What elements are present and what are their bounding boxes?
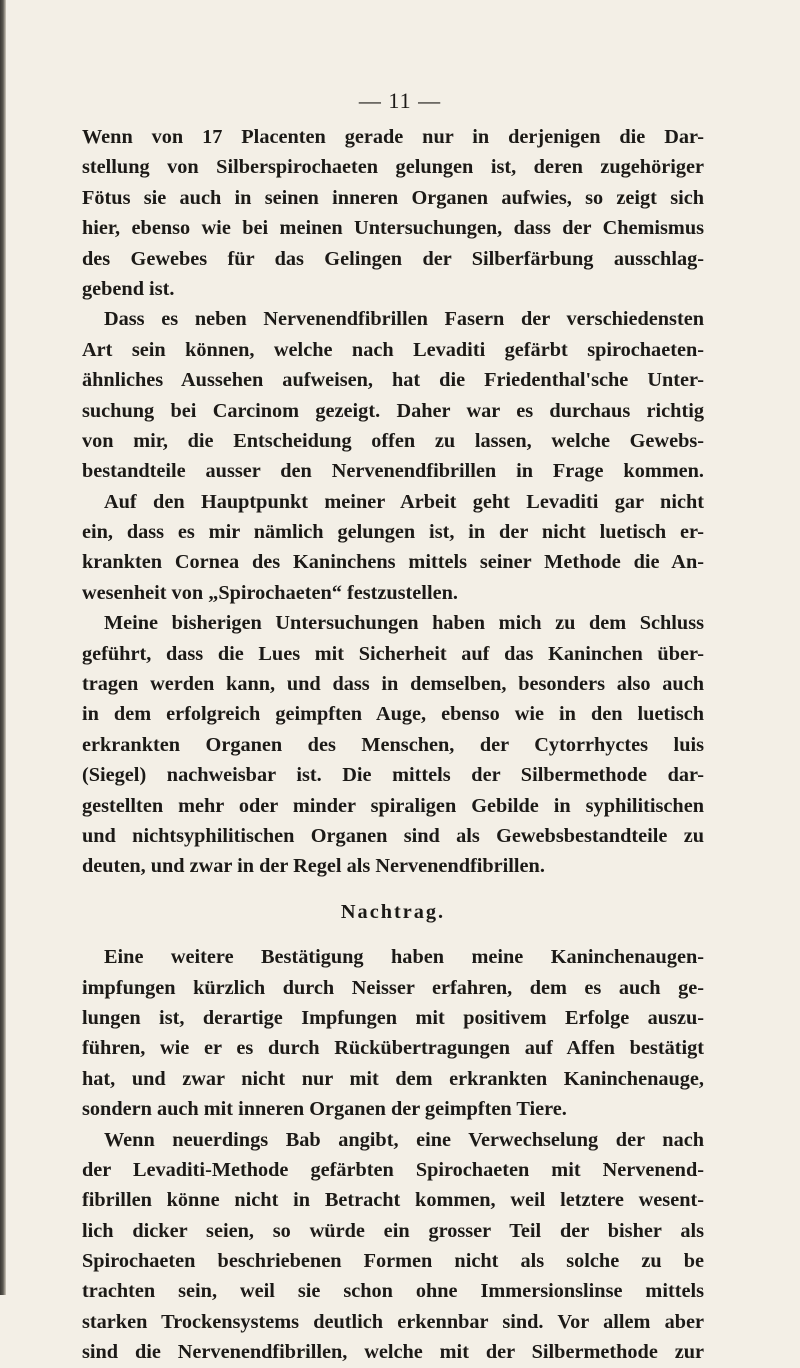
text-line: hier, ebenso wie bei meinen Untersuchungen, dass der Chemismus [82,217,704,240]
text-line: von mir, die Entscheidung offen zu lassen, welche Gewebs- [82,429,704,452]
text-line: Art sein können, welche nach Levaditi gefärbt spirochaeten- [82,338,704,361]
text-line: bestandteile ausser den Nervenendfibrillen in Frage kommen. [82,460,704,483]
text-line: und nichtsyphilitischen Organen sind als Gewebsbestandteile zu [82,824,704,847]
text-line: impfungen kürzlich durch Neisser erfahren, dem es auch ge- [82,976,704,999]
text-line: gebend ist. [82,277,175,300]
text-line: sind die Nervenendfibrillen, welche mit der Silbermethode zur [82,1341,704,1364]
body-text [82,122,704,1368]
text-line: Wenn neuerdings Bab angibt, eine Verwechselung der nach [104,1128,704,1151]
text-line: Dass es neben Nervenendfibrillen Fasern der verschiedensten [104,308,704,331]
text-line: fibrillen könne nicht in Betracht kommen, weil letztere wesent- [82,1189,704,1212]
text-line: Meine bisherigen Untersuchungen haben mich zu dem Schluss [104,612,704,635]
text-line: sondern auch mit inneren Organen der geimpften Tiere. [82,1098,567,1121]
text-line: Fötus sie auch in seinen inneren Organen aufwies, so zeigt sich [82,186,704,209]
text-line: Auf den Hauptpunkt meiner Arbeit geht Levaditi gar nicht [104,490,704,513]
text-line: tragen werden kann, und dass in demselben, besonders also auch [82,673,704,696]
text-line: hat, und zwar nicht nur mit dem erkrankten Kaninchenauge, [82,1067,704,1090]
text-line: lich dicker seien, so würde ein grosser Teil der bisher als [82,1219,704,1242]
page-number: — 11 — [358,88,442,113]
section-heading: Nachtrag. [340,900,446,923]
text-line: führen, wie er es durch Rückübertragungen auf Affen bestätigt [82,1037,704,1060]
text-line: wesenheit von „Spirochaeten“ festzustellen. [82,581,458,604]
text-line: (Siegel) nachweisbar ist. Die mittels der Silbermethode dar- [82,764,704,787]
text-line: der Levaditi-Methode gefärbten Spirochaeten mit Nervenend- [82,1158,704,1181]
text-line: des Gewebes für das Gelingen der Silberfärbung ausschlag- [82,247,704,270]
text-line: geführt, dass die Lues mit Sicherheit auf das Kaninchen über- [82,642,704,665]
text-line: ähnliches Aussehen aufweisen, hat die Friedenthal'sche Unter- [82,369,704,392]
text-line: Eine weitere Bestätigung haben meine Kaninchenaugen- [104,946,704,969]
text-line: lungen ist, derartige Impfungen mit positivem Erfolge auszu- [82,1006,704,1029]
text-line: gestellten mehr oder minder spiraligen Gebilde in syphilitischen [82,794,704,817]
text-line: krankten Cornea des Kaninchens mittels seiner Methode die An- [82,551,704,574]
text-line: stellung von Silberspirochaeten gelungen ist, deren zugehöriger [82,156,704,179]
text-line: deuten, und zwar in der Regel als Nervenendfibrillen. [82,855,545,878]
text-line: ein, dass es mir nämlich gelungen ist, in der nicht luetisch er- [82,521,704,544]
text-line: Wenn von 17 Placenten gerade nur in derjenigen die Dar- [82,126,704,148]
text-line: trachten sein, weil sie schon ohne Immersionslinse mittels [82,1280,704,1303]
text-line: in dem erfolgreich geimpften Auge, ebenso wie in den luetisch [82,703,704,726]
text-line: erkrankten Organen des Menschen, der Cytorrhyctes luis [82,733,704,756]
text-line: Spirochaeten beschriebenen Formen nicht als solche zu be [82,1250,704,1273]
text-line: suchung bei Carcinom gezeigt. Daher war es durchaus richtig [82,399,704,422]
text-line: starken Trockensystems deutlich erkennbar sind. Vor allem aber [82,1310,704,1333]
